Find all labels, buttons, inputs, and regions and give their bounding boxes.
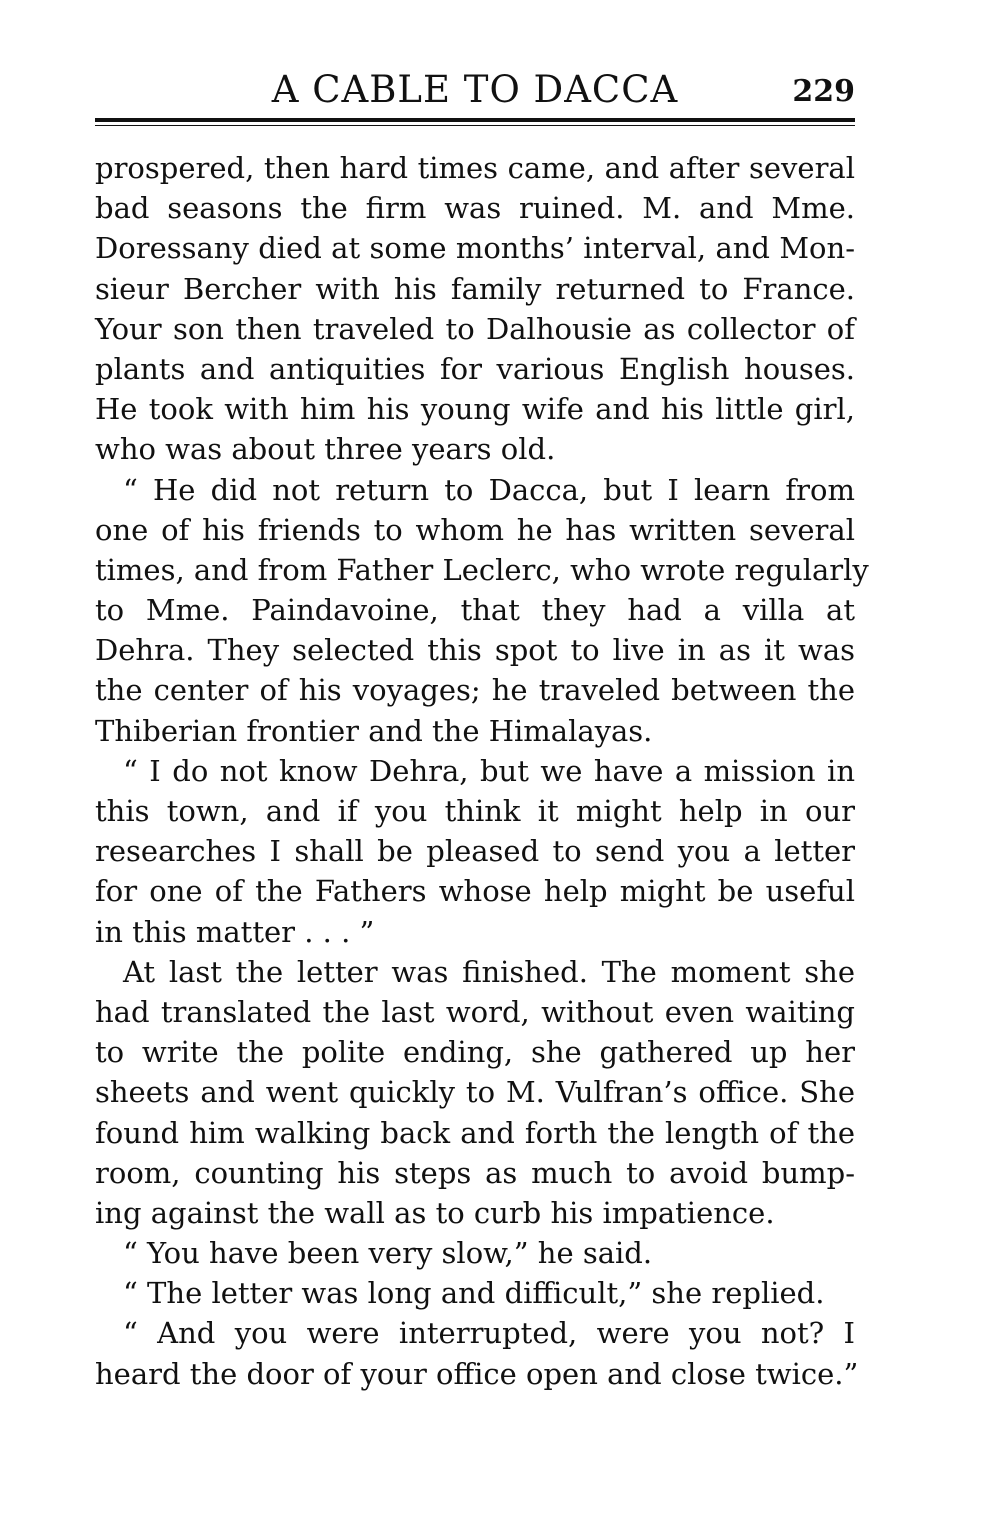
- book-page: [95, 68, 869, 1394]
- header-rule-thick: [95, 118, 855, 122]
- text-line: the center of his voyages; he traveled between the: [95, 673, 855, 708]
- text-line: for one of the Fathers whose help might be useful: [95, 874, 855, 909]
- text-line: “ And you were interrupted, were you not? I: [123, 1316, 855, 1351]
- text-line: Your son then traveled to Dalhousie as collector of: [95, 311, 855, 346]
- text-line: Thiberian frontier and the Himalayas.: [95, 713, 653, 748]
- header-rule-thin: [95, 125, 855, 126]
- text-line: bad seasons the firm was ruined. M. and Mme.: [95, 191, 855, 226]
- running-title: A CABLE TO DACCA: [271, 68, 679, 111]
- text-line: “ The letter was long and difficult,” she replied.: [123, 1276, 825, 1311]
- body-text: [95, 148, 869, 1394]
- text-line: “ You have been very slow,” he said.: [123, 1236, 653, 1271]
- text-line: “ He did not return to Dacca, but I learn from: [123, 472, 855, 507]
- text-line: Doressany died at some months’ interval, and Mon-: [95, 231, 855, 266]
- text-line: heard the door of your office open and close twice.”: [95, 1356, 859, 1391]
- text-line: plants and antiquities for various English houses.: [95, 351, 855, 386]
- page-header: [95, 68, 855, 118]
- text-line: to Mme. Paindavoine, that they had a villa at: [95, 593, 855, 628]
- text-line: had translated the last word, without even waiting: [95, 994, 855, 1029]
- text-line: who was about three years old.: [95, 432, 556, 467]
- text-line: Dehra. They selected this spot to live in as it was: [95, 633, 855, 668]
- text-line: prospered, then hard times came, and after several: [95, 151, 855, 185]
- text-line: sieur Bercher with his family returned to France.: [95, 271, 855, 306]
- text-line: ing against the wall as to curb his impatience.: [95, 1195, 775, 1230]
- text-line: At last the letter was finished. The moment she: [123, 954, 855, 989]
- text-line: “ I do not know Dehra, but we have a mission in: [123, 753, 855, 788]
- text-line: room, counting his steps as much to avoid bump-: [95, 1155, 855, 1190]
- text-line: one of his friends to whom he has written several: [95, 512, 855, 547]
- text-line: He took with him his young wife and his little girl,: [95, 392, 855, 427]
- text-line: this town, and if you think it might help in our: [95, 794, 855, 828]
- text-line: times, and from Father Leclerc, who wrote regularly: [95, 552, 869, 587]
- text-line: in this matter . . . ”: [95, 914, 375, 949]
- page-number: 229: [792, 74, 855, 109]
- text-line: to write the polite ending, she gathered up her: [95, 1035, 855, 1070]
- text-line: researches I shall be pleased to send you a letter: [95, 834, 855, 869]
- text-line: sheets and went quickly to M. Vulfran’s office. She: [95, 1075, 855, 1110]
- text-line: found him walking back and forth the length of the: [95, 1115, 855, 1150]
